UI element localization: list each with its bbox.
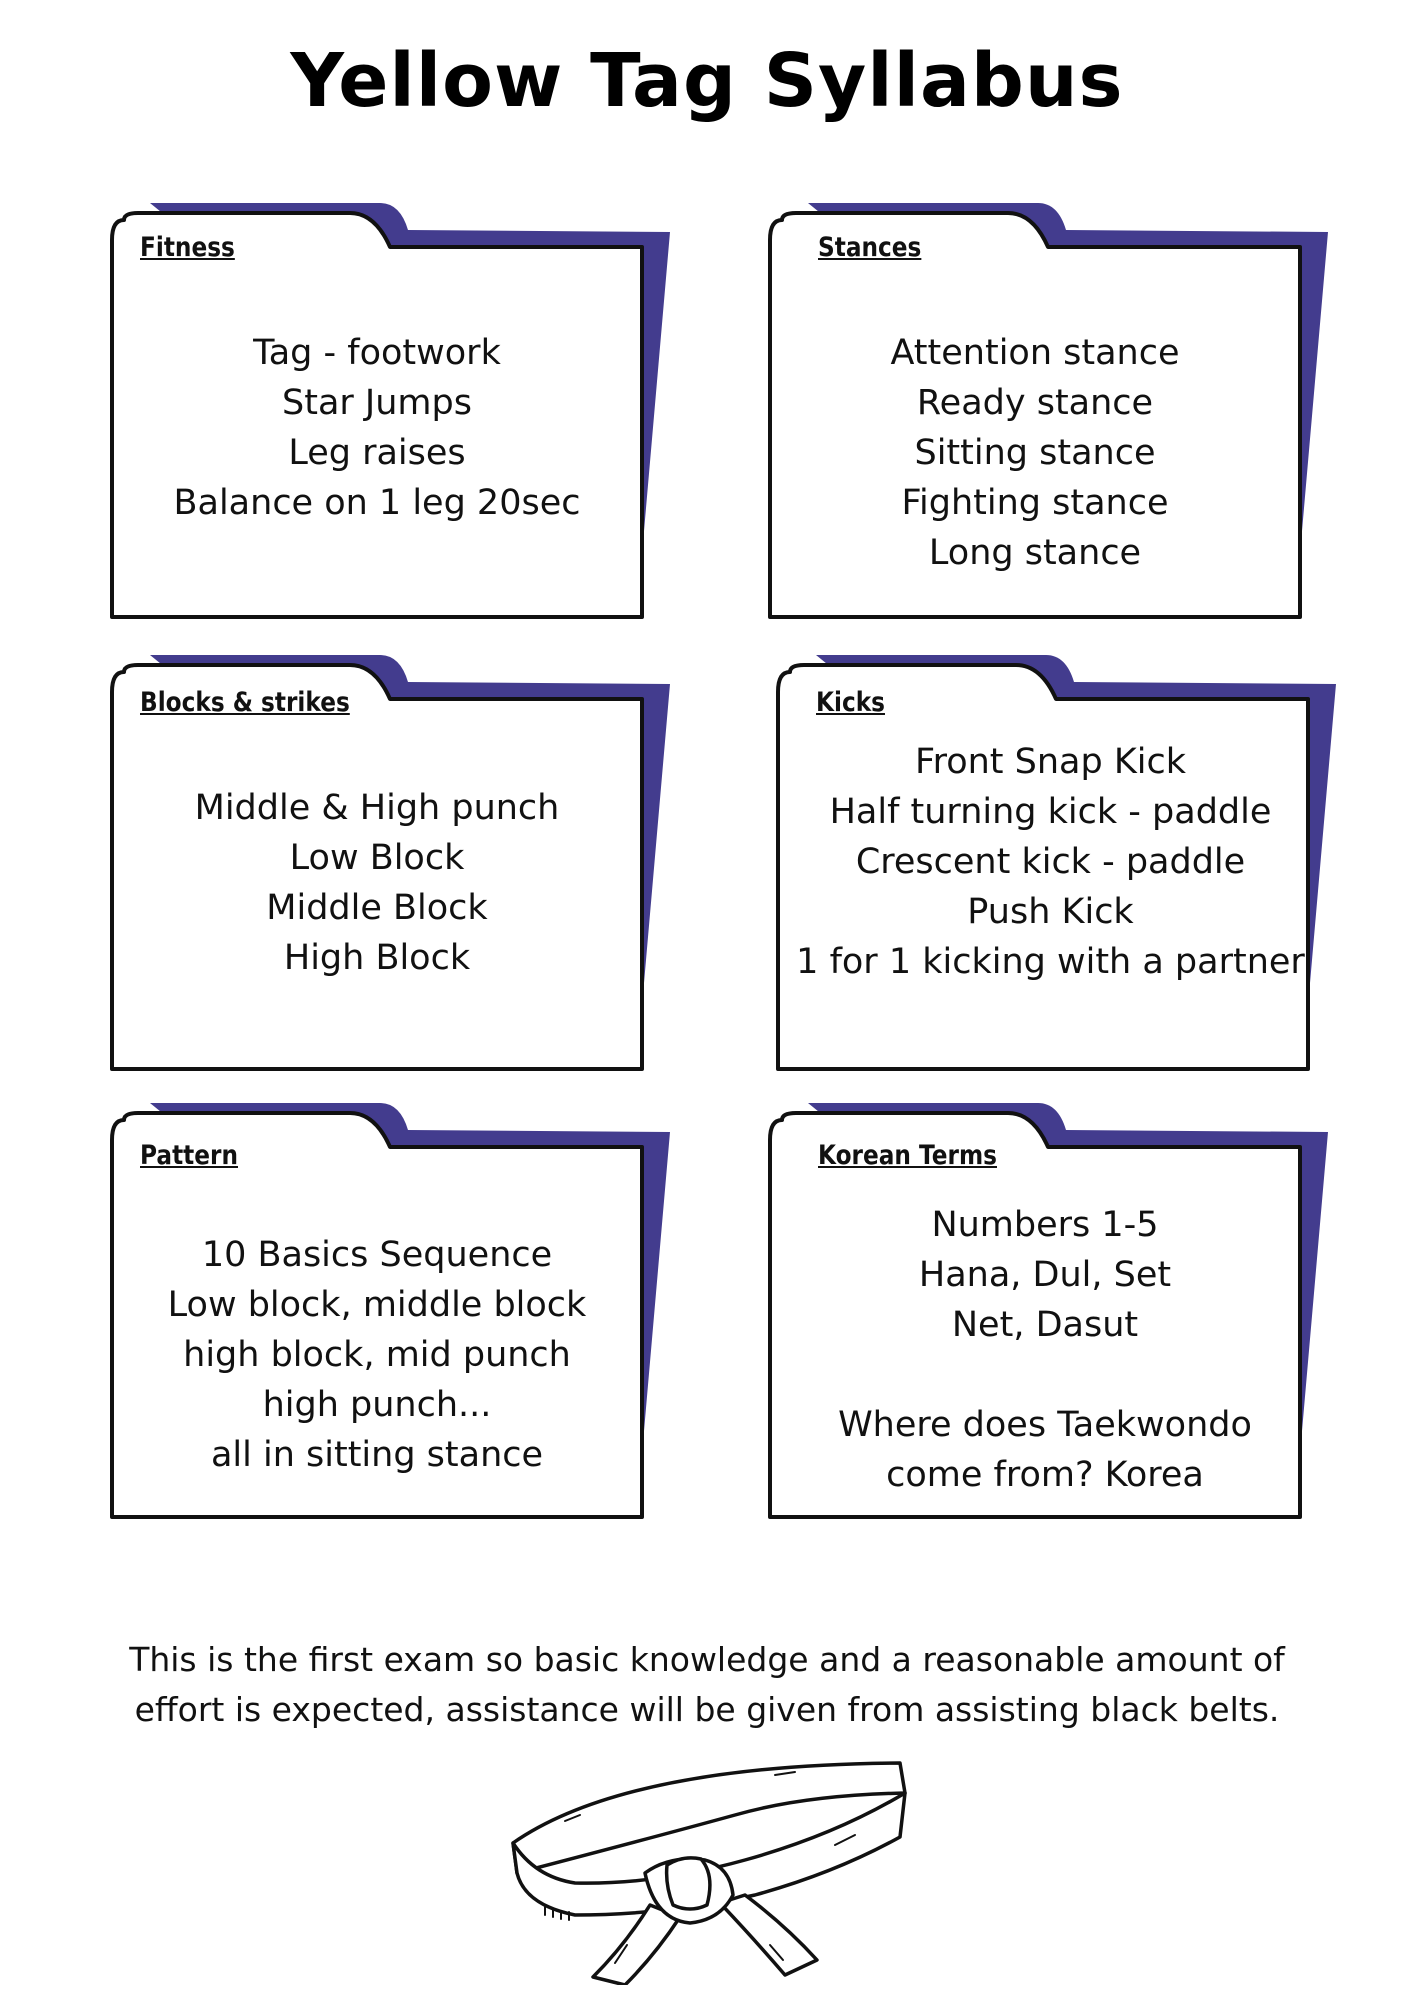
list-item: High Block [283, 938, 471, 978]
folder-items-fitness [112, 328, 642, 528]
list-item: Middle & High punch [194, 788, 560, 828]
list-item: Half turning kick - paddle [829, 792, 1272, 832]
belt-icon [505, 1755, 915, 1985]
folder-fitness [110, 200, 680, 625]
folder-label-kicks: Kicks [816, 687, 885, 718]
list-item: Low Block [289, 838, 465, 878]
list-item: Sitting stance [914, 433, 1156, 473]
list-item: Leg raises [288, 433, 466, 473]
folder-label-pattern: Pattern [140, 1140, 238, 1171]
folder-pattern [110, 1100, 680, 1525]
list-item: Net, Dasut [951, 1305, 1139, 1345]
list-item: high block, mid punch [183, 1335, 571, 1375]
list-item: Fighting stance [901, 483, 1169, 523]
list-item: Middle Block [266, 888, 488, 928]
folder-label-blocks-strikes: Blocks & strikes [140, 687, 350, 718]
folder-label-fitness: Fitness [140, 232, 235, 263]
folder-items-blocks-strikes [112, 783, 642, 983]
list-item: Balance on 1 leg 20sec [173, 483, 581, 523]
list-item: high punch... [262, 1385, 492, 1425]
folder-items-korean-terms [770, 1200, 1320, 1500]
list-item: Numbers 1-5 [931, 1205, 1159, 1245]
list-item: Crescent kick - paddle [855, 842, 1246, 882]
list-item: Tag - footwork [253, 333, 501, 373]
folder-items-kicks [778, 737, 1323, 987]
folder-items-pattern [112, 1230, 642, 1480]
list-item: 10 Basics Sequence [201, 1235, 553, 1275]
page-title: Yellow Tag Syllabus [290, 38, 1124, 124]
list-item: Hana, Dul, Set [918, 1255, 1172, 1295]
folder-label-korean-terms: Korean Terms [818, 1140, 998, 1171]
list-item: 1 for 1 kicking with a partner [796, 942, 1305, 982]
list-item: Star Jumps [282, 383, 472, 423]
folder-blocks-strikes [110, 652, 680, 1077]
exam-note [90, 1635, 1324, 1735]
list-item: all in sitting stance [210, 1435, 544, 1475]
list-item: come from? Korea [886, 1455, 1204, 1495]
list-item: Attention stance [890, 333, 1180, 373]
folder-items-stances [770, 328, 1300, 578]
list-item: Where does Taekwondo [838, 1405, 1252, 1445]
list-item: Ready stance [916, 383, 1154, 423]
folder-stances [768, 200, 1338, 625]
exam-note-line: effort is expected, assistance will be given from assisting black belts. [134, 1690, 1280, 1729]
list-item: Push Kick [967, 892, 1134, 932]
list-spacer [770, 1350, 1320, 1400]
list-item: Long stance [928, 533, 1142, 573]
folder-korean-terms [768, 1100, 1338, 1525]
list-item: Front Snap Kick [914, 742, 1187, 782]
exam-note-line: This is the first exam so basic knowledge and a reasonable amount of [129, 1640, 1285, 1679]
list-item: Low block, middle block [167, 1285, 587, 1325]
folder-kicks [776, 652, 1346, 1077]
folder-label-stances: Stances [818, 232, 922, 263]
